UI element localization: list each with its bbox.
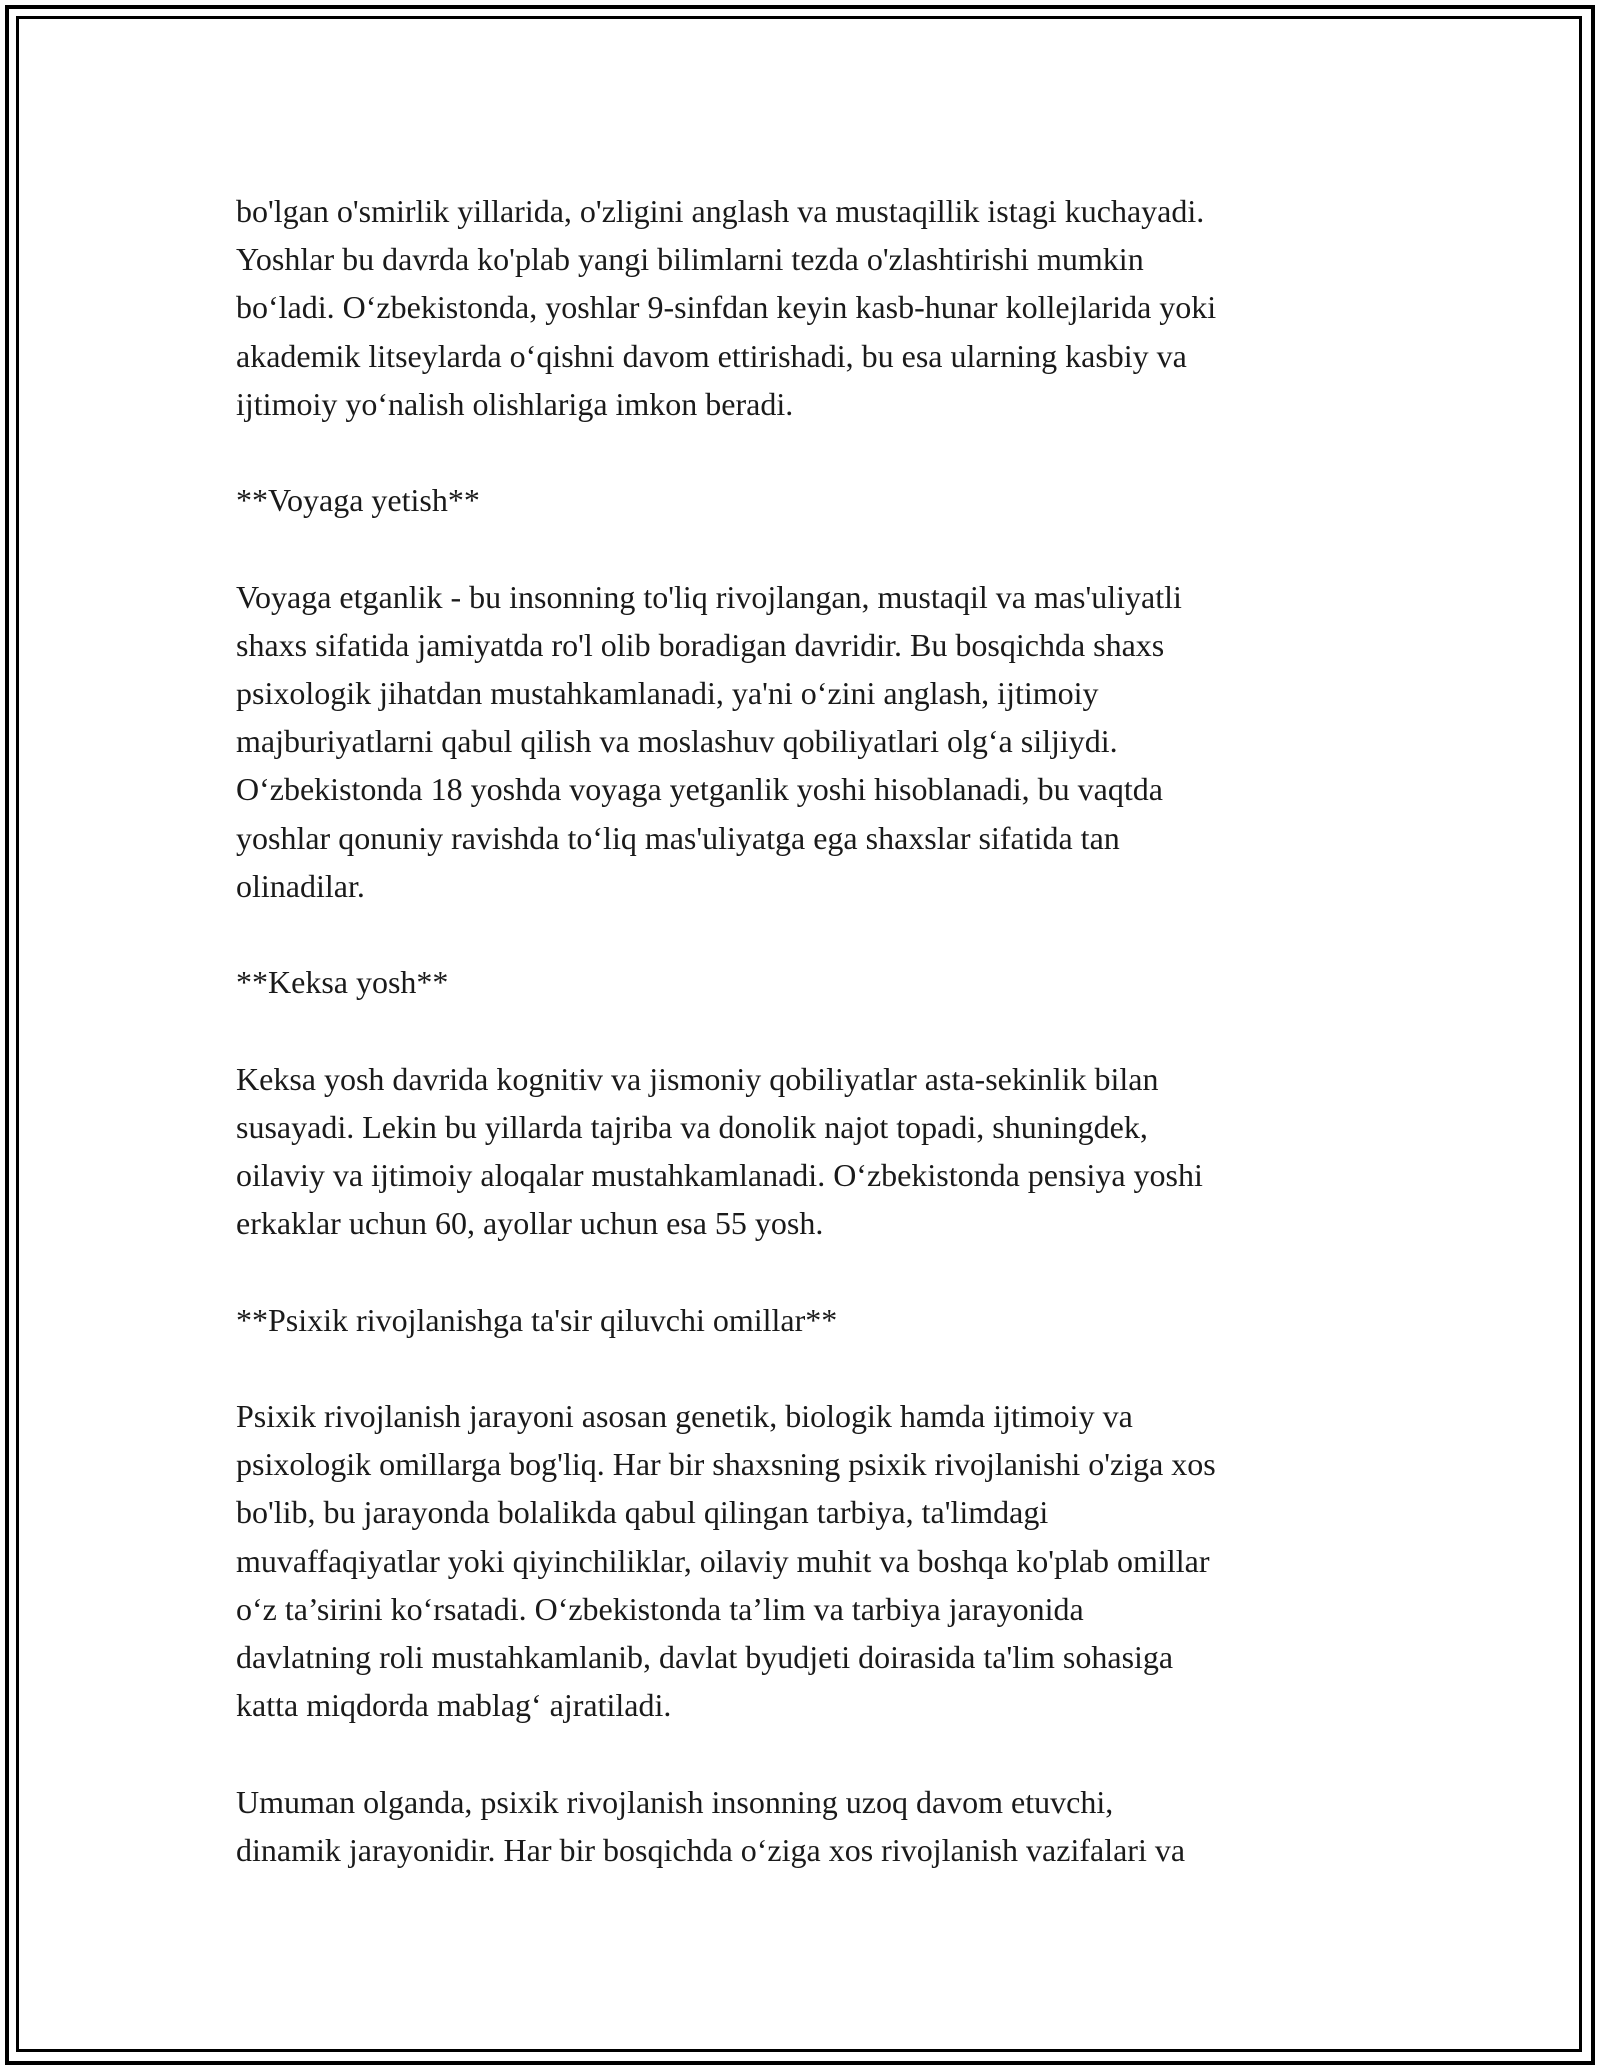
document-body bbox=[236, 187, 1376, 1922]
heading-old-age: **Keksa yosh** bbox=[236, 964, 449, 1001]
paragraph-adulthood: Voyaga etganlik - bu insonning to'liq rivojlangan, mustaqil va mas'uliyatli shaxs sifatida jamiyatda ro'l olib boradigan davridir. Bu bosqichda shaxs psixologik jihatdan mustahkamlanadi, ya'ni o‘zini anglash, ijtimoiy majburiyatlarni qabul qilish va moslashuv qobiliyatlari olg‘a siljiydi. O‘zbekistonda 18 yoshda voyaga yetganlik yoshi hisoblanadi, bu vaqtda yoshlar qonuniy ravishda to‘liq mas'uliyatga ega shaxslar sifatida tan olinadilar. bbox=[236, 578, 1182, 904]
paragraph-adolescence: bo'lgan o'smirlik yillarida, o'zligini anglash va mustaqillik istagi kuchayadi. Yoshlar bu davrda ko'plab yangi bilimlarni tezda o'zlashtirishi mumkin bo‘ladi. O‘zbekistonda, yoshlar 9-sinfdan keyin kasb-hunar kollejlarida yoki akademik litseylarda o‘qishni davom ettirishadi, bu esa ularning kasbiy va ijtimoiy yo‘nalish olishlariga imkon beradi. bbox=[236, 193, 1217, 422]
paragraph-conclusion: Umuman olganda, psixik rivojlanish insonning uzoq davom etuvchi, dinamik jarayonidir. Har bir bosqichda o‘ziga xos rivojlanish vazifalari va bbox=[236, 1783, 1186, 1868]
paragraph-development-factors: Psixik rivojlanish jarayoni asosan genetik, biologik hamda ijtimoiy va psixologik omillarga bog'liq. Har bir shaxsning psixik rivojlanishi o'ziga xos bo'lib, bu jarayonda bolalikda qabul qilingan tarbiya, ta'limdagi muvaffaqiyatlar yoki qiyinchiliklar, oilaviy muhit va boshqa ko'plab omillar o‘z ta’sirini ko‘rsatadi. O‘zbekistonda ta’lim va tarbiya jarayonida davlatning roli mustahkamlanib, davlat byudjeti doirasida ta'lim sohasiga katta miqdorda mablag‘ ajratiladi. bbox=[236, 1397, 1216, 1724]
heading-adulthood: **Voyaga yetish** bbox=[236, 482, 480, 519]
heading-development-factors: **Psixik rivojlanishga ta'sir qiluvchi omillar** bbox=[236, 1301, 838, 1338]
paragraph-old-age: Keksa yosh davrida kognitiv va jismoniy qobiliyatlar asta-sekinlik bilan susayadi. Lekin bu yillarda tajriba va donolik najot topadi, shuningdek, oilaviy va ijtimoiy aloqalar mustahkamlanadi. O‘zbekistonda pensiya yoshi erkaklar uchun 60, ayollar uchun esa 55 yosh. bbox=[236, 1060, 1203, 1242]
